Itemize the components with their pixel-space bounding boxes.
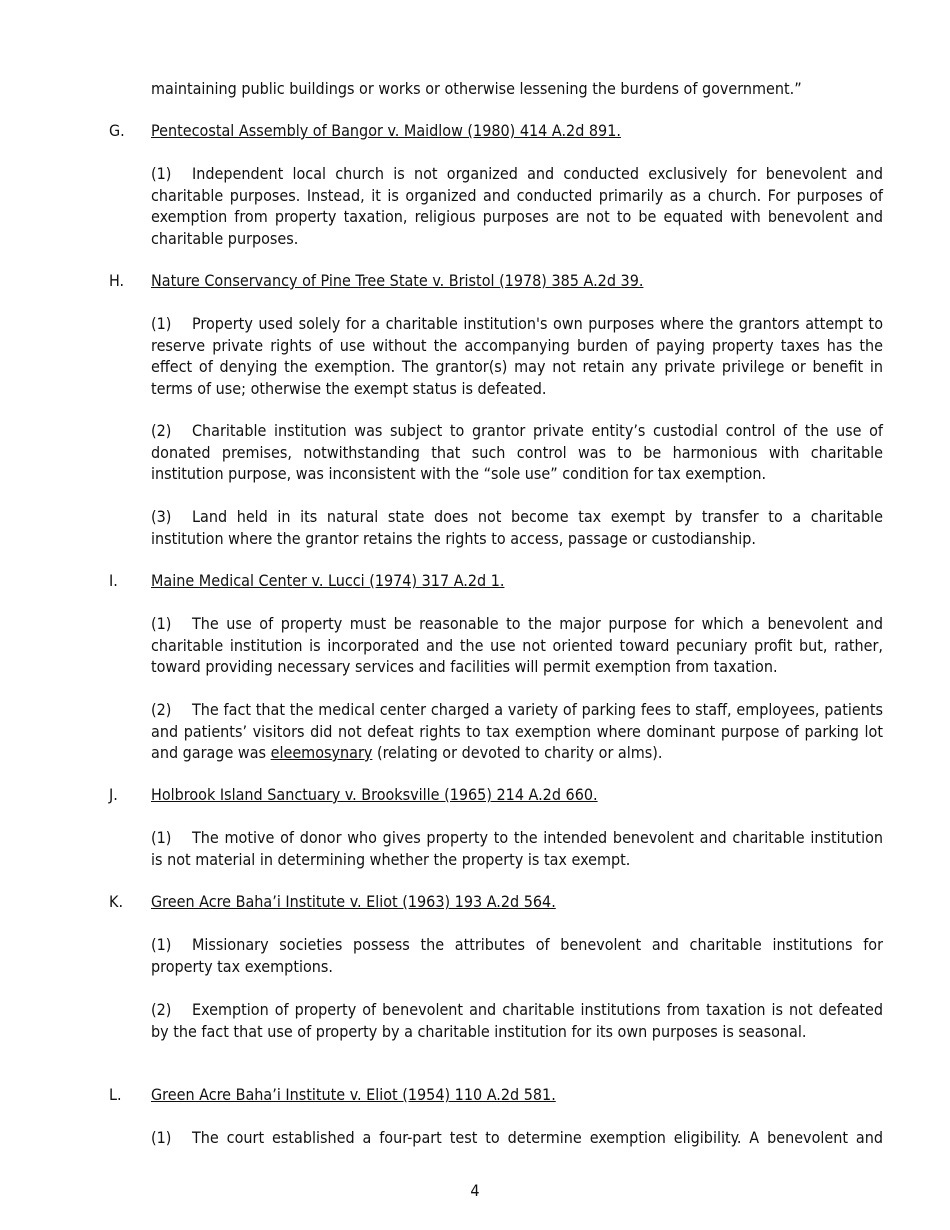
- case-paragraph: [151, 613, 883, 678]
- case-letter: H.: [109, 271, 125, 290]
- paragraph-text: Exemption of property of benevolent and charitable institutions from taxation is not defeated by the fact that use of property by a charitable institution for its own purposes is seasonal.: [151, 1000, 883, 1041]
- case-title: Holbrook Island Sanctuary v. Brooksville (1965) 214 A.2d 660.: [151, 785, 598, 804]
- case-letter: J.: [109, 785, 118, 804]
- paragraph-number: (1): [151, 828, 172, 847]
- paragraph-text: (relating or devoted to charity or alms).: [372, 743, 663, 762]
- case-paragraph: [151, 163, 883, 249]
- paragraph-number: (1): [151, 935, 172, 954]
- case-letter: I.: [109, 571, 118, 590]
- case-title: Pentecostal Assembly of Bangor v. Maidlow (1980) 414 A.2d 891.: [151, 121, 621, 140]
- case-paragraph: [151, 506, 883, 549]
- paragraph-text: The motive of donor who gives property to the intended benevolent and charitable institution is not material in determining whether the property is tax exempt.: [151, 828, 883, 869]
- paragraph-text: The court established a four-part test to determine exemption eligibility. A benevolent and: [192, 1128, 883, 1147]
- paragraph-text: Charitable institution was subject to grantor private entity’s custodial control of the use of donated premises, notwithstanding that such control was to be harmonious with charitable institution purpose, was inconsistent with the “sole use” condition for tax exemption.: [151, 421, 883, 483]
- case-paragraph: [151, 1127, 883, 1149]
- case-letter: G.: [109, 121, 125, 140]
- paragraph-text: The use of property must be reasonable to the major purpose for which a benevolent and charitable institution is incorporated and the use not oriented toward pecuniary profit but, rather, toward providing necessary services and facilities will permit exemption from taxation.: [151, 614, 883, 676]
- paragraph-text: Independent local church is not organized and conducted exclusively for benevolent and charitable purposes. Instead, it is organized and conducted primarily as a church. For purposes of exemption from property taxation, religious purposes are not to be equated with benevolent and charitable purposes.: [151, 164, 883, 248]
- case-title: Green Acre Baha’i Institute v. Eliot (1954) 110 A.2d 581.: [151, 1085, 556, 1104]
- case-paragraph: [151, 420, 883, 485]
- paragraph-number: (1): [151, 614, 172, 633]
- paragraph-text: Land held in its natural state does not become tax exempt by transfer to a charitable institution where the grantor retains the rights to access, passage or custodianship.: [151, 507, 883, 548]
- paragraph-number: (2): [151, 421, 172, 440]
- case-letter: K.: [109, 892, 124, 911]
- underlined-term: eleemosynary: [270, 743, 373, 762]
- case-paragraph: [151, 999, 883, 1042]
- case-paragraph: [151, 313, 883, 399]
- paragraph-number: (3): [151, 507, 172, 526]
- paragraph-number: (2): [151, 1000, 172, 1019]
- case-title: Green Acre Baha’i Institute v. Eliot (1963) 193 A.2d 564.: [151, 892, 556, 911]
- case-paragraph: [151, 827, 883, 870]
- paragraph-number: (1): [151, 164, 172, 183]
- page-number: 4: [470, 1181, 480, 1200]
- paragraph-number: (1): [151, 314, 172, 333]
- case-paragraph: [151, 699, 883, 764]
- intro-text: maintaining public buildings or works or otherwise lessening the burdens of government.”: [151, 79, 802, 98]
- paragraph-number: (2): [151, 700, 172, 719]
- paragraph-text: Missionary societies possess the attributes of benevolent and charitable institutions for property tax exemptions.: [151, 935, 883, 976]
- paragraph-text: Property used solely for a charitable institution's own purposes where the grantors attempt to reserve private rights of use without the accompanying burden of paying property taxes has the effect of denying the exemption. The grantor(s) may not retain any private privilege or benefit in terms of use; otherwise the exempt status is defeated.: [151, 314, 883, 398]
- case-paragraph: [151, 934, 883, 977]
- case-title: Maine Medical Center v. Lucci (1974) 317 A.2d 1.: [151, 571, 505, 590]
- case-letter: L.: [109, 1085, 122, 1104]
- paragraph-number: (1): [151, 1128, 172, 1147]
- paragraph-text: The fact that the medical center charged a variety of parking fees to staff, employees, patients and patients’ visitors did not defeat rights to tax exemption where dominant purpose of parking lot and garage was: [151, 700, 883, 762]
- case-title: Nature Conservancy of Pine Tree State v. Bristol (1978) 385 A.2d 39.: [151, 271, 644, 290]
